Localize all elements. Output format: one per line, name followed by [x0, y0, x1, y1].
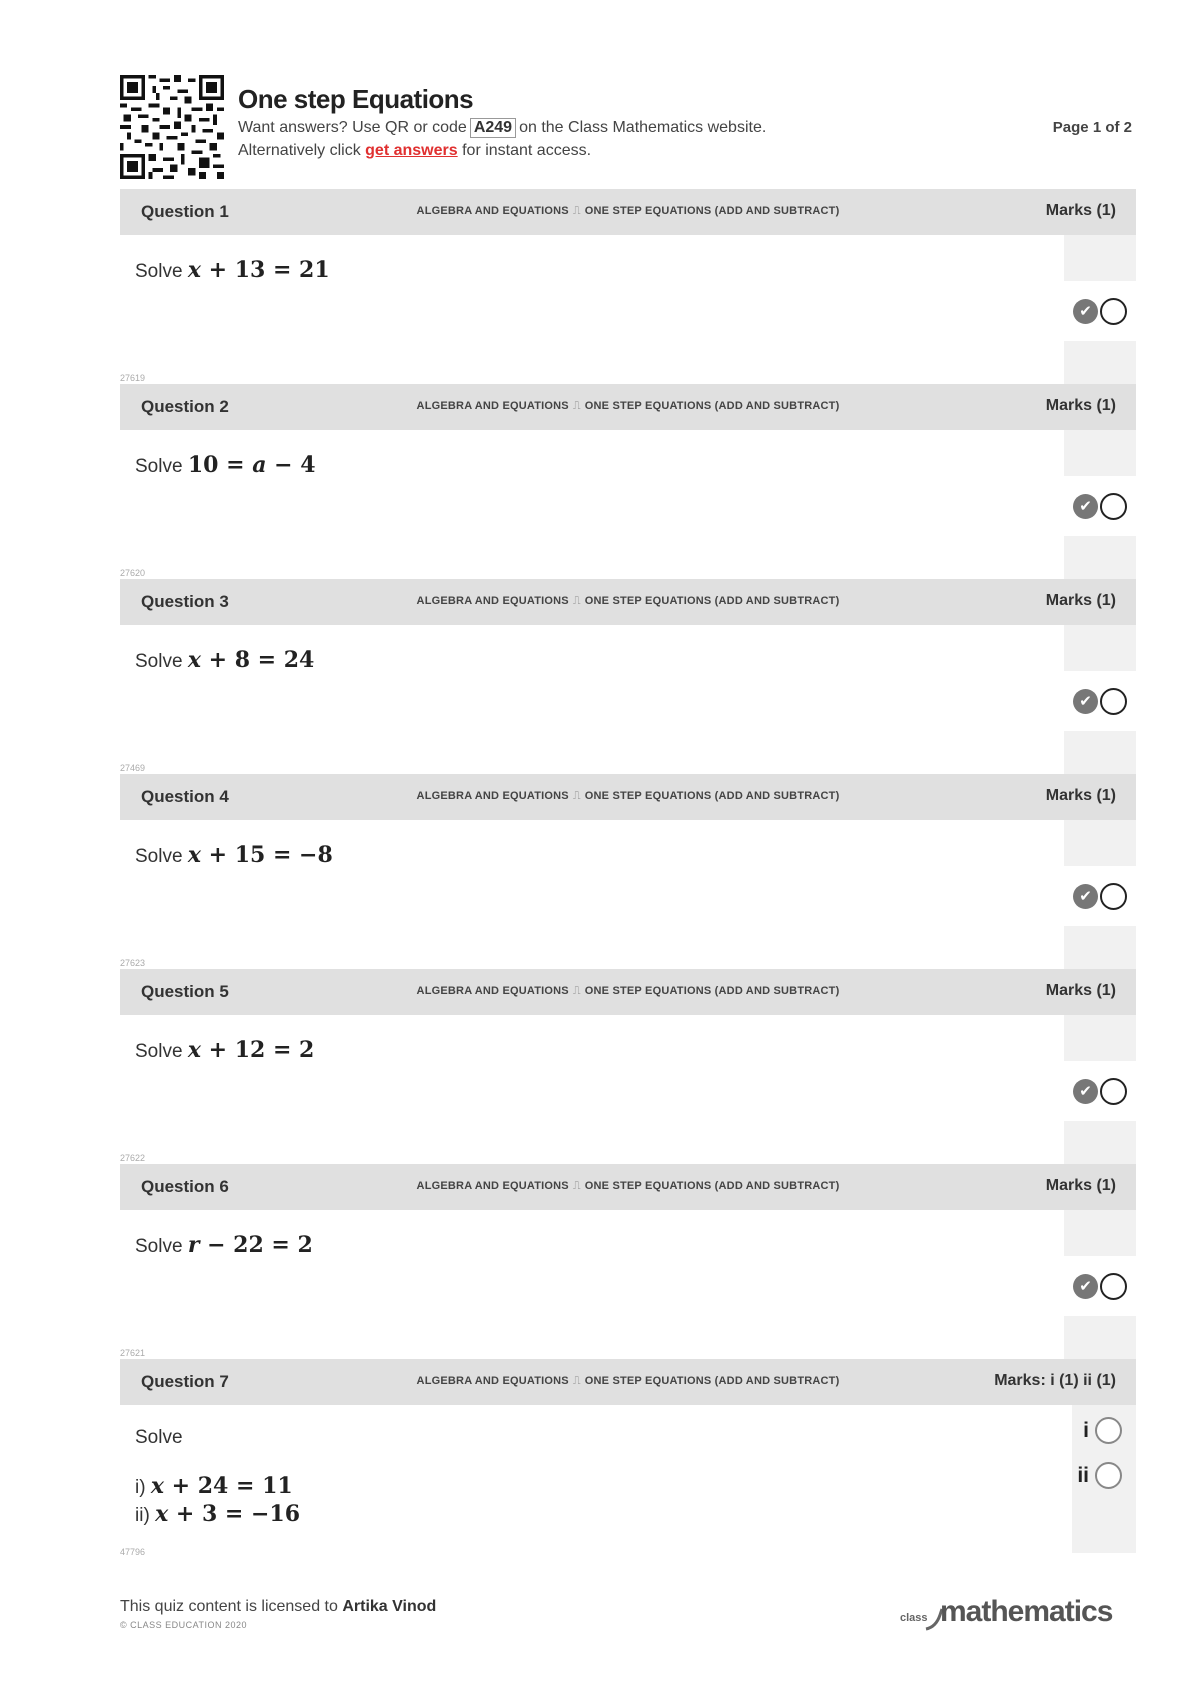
question-title: Question 5 — [141, 982, 229, 1001]
page-title: One step Equations — [238, 84, 474, 114]
question-marks: Marks (1) — [1045, 1177, 1116, 1194]
answers-instructions — [238, 118, 766, 138]
question-part-i: i) x + 24 = 11 — [135, 1473, 293, 1499]
mark-circle[interactable] — [1100, 1273, 1127, 1300]
check-icon[interactable]: ✔ — [1073, 299, 1098, 324]
mark-part-i: i — [1083, 1417, 1122, 1444]
copyright: © CLASS EDUCATION 2020 — [120, 1620, 248, 1630]
page-number: Page 1 of 2 — [1052, 119, 1132, 136]
equation: x + 3 = −16 — [155, 1501, 301, 1527]
question-text: Solve x + 13 = 21 — [135, 257, 330, 283]
question-id: 27621 — [120, 1348, 146, 1358]
mark-column — [1064, 625, 1136, 779]
check-icon[interactable]: ✔ — [1073, 1274, 1098, 1299]
svg-text:mathematics: mathematics — [940, 1595, 1113, 1628]
question-topic: ALGEBRA AND EQUATIONS ⎍ ONE STEP EQUATIONS (ADD AND SUBTRACT) — [416, 790, 840, 802]
question-text: Solve x + 15 = −8 — [135, 842, 333, 868]
question-header — [120, 579, 1136, 625]
question-body — [120, 625, 1136, 773]
question-text: Solve x + 12 = 2 — [135, 1037, 315, 1063]
license-text: This quiz content is licensed to Artika Vinod — [120, 1598, 437, 1615]
alt-suffix: for instant access. — [462, 142, 592, 159]
question-block — [120, 579, 1136, 773]
question-header — [120, 189, 1136, 235]
question-topic: ALGEBRA AND EQUATIONS ⎍ ONE STEP EQUATIONS (ADD AND SUBTRACT) — [416, 985, 840, 997]
equation: x + 13 = 21 — [187, 257, 330, 283]
mark-column — [1064, 820, 1136, 974]
mark-circle[interactable] — [1100, 1078, 1127, 1105]
mark-circle[interactable] — [1095, 1417, 1122, 1444]
equation: 10 = a − 4 — [187, 452, 316, 478]
question-title: Question 1 — [141, 202, 229, 221]
get-answers-link[interactable]: get answers — [365, 142, 458, 159]
question-header — [120, 384, 1136, 430]
check-icon[interactable]: ✔ — [1073, 1079, 1098, 1104]
question-body — [120, 820, 1136, 968]
quiz-code: A249 — [470, 118, 516, 138]
equation: x + 8 = 24 — [187, 647, 315, 673]
question-topic: ALGEBRA AND EQUATIONS ⎍ ONE STEP EQUATIONS (ADD AND SUBTRACT) — [416, 1375, 840, 1387]
mark-column — [1064, 430, 1136, 584]
question-title: Question 3 — [141, 592, 229, 611]
mark-circle[interactable] — [1095, 1462, 1122, 1489]
mark-column — [1064, 235, 1136, 389]
mark-circle[interactable] — [1100, 493, 1127, 520]
question-part-ii: ii) x + 3 = −16 — [135, 1501, 301, 1527]
alternative-instructions — [238, 142, 591, 160]
question-body — [120, 1210, 1136, 1358]
question-header — [120, 1164, 1136, 1210]
question-body — [120, 235, 1136, 383]
qr-code-icon[interactable] — [120, 75, 224, 179]
mark-column — [1064, 1210, 1136, 1364]
question-title: Question 4 — [141, 787, 229, 806]
question-header — [120, 1359, 1136, 1405]
question-marks: Marks (1) — [1045, 202, 1116, 219]
question-marks: Marks (1) — [1045, 787, 1116, 804]
mark-circle[interactable] — [1100, 688, 1127, 715]
question-body — [120, 1015, 1136, 1163]
equation: x + 15 = −8 — [187, 842, 333, 868]
question-text: Solve x + 8 = 24 — [135, 647, 315, 673]
equation: x + 24 = 11 — [150, 1473, 293, 1499]
question-id: 27620 — [120, 568, 146, 578]
licensee-name: Artika Vinod — [342, 1598, 437, 1615]
question-title: Question 6 — [141, 1177, 229, 1196]
instructions-suffix: on the Class Mathematics website. — [519, 119, 767, 136]
question-header — [120, 969, 1136, 1015]
question-id: 27623 — [120, 958, 146, 968]
question-title: Question 2 — [141, 397, 229, 416]
question-block — [120, 774, 1136, 968]
question-block — [120, 1359, 1136, 1557]
question-title: Question 7 — [141, 1372, 229, 1391]
svg-text:class: class — [900, 1612, 928, 1624]
question-block — [120, 1164, 1136, 1358]
question-topic: ALGEBRA AND EQUATIONS ⎍ ONE STEP EQUATIONS (ADD AND SUBTRACT) — [416, 595, 840, 607]
mark-circle[interactable] — [1100, 298, 1127, 325]
check-icon[interactable]: ✔ — [1073, 494, 1098, 519]
question-body — [120, 1405, 1136, 1553]
equation: x + 12 = 2 — [187, 1037, 315, 1063]
question-marks: Marks (1) — [1045, 592, 1116, 609]
question-topic: ALGEBRA AND EQUATIONS ⎍ ONE STEP EQUATIONS (ADD AND SUBTRACT) — [416, 400, 840, 412]
question-text: Solve 10 = a − 4 — [135, 452, 316, 478]
question-text: Solve r − 22 = 2 — [135, 1232, 313, 1258]
question-block — [120, 384, 1136, 578]
question-block — [120, 969, 1136, 1163]
question-topic: ALGEBRA AND EQUATIONS ⎍ ONE STEP EQUATIONS (ADD AND SUBTRACT) — [416, 1180, 840, 1192]
question-text: Solve — [135, 1427, 183, 1448]
check-icon[interactable]: ✔ — [1073, 689, 1098, 714]
question-marks: Marks: i (1) ii (1) — [994, 1372, 1116, 1389]
mark-column — [1064, 1015, 1136, 1169]
question-marks: Marks (1) — [1045, 982, 1116, 999]
question-id: 27469 — [120, 763, 146, 773]
mark-circle[interactable] — [1100, 883, 1127, 910]
question-marks: Marks (1) — [1045, 397, 1116, 414]
mark-part-ii: ii — [1077, 1462, 1122, 1489]
question-body — [120, 430, 1136, 578]
equation: r − 22 = 2 — [187, 1232, 313, 1258]
question-id: 27619 — [120, 373, 146, 383]
class-mathematics-logo — [896, 1591, 1136, 1631]
question-topic: ALGEBRA AND EQUATIONS ⎍ ONE STEP EQUATIONS (ADD AND SUBTRACT) — [416, 205, 840, 217]
question-header — [120, 774, 1136, 820]
instructions-prefix: Want answers? Use QR or code — [238, 119, 467, 136]
question-id: 27622 — [120, 1153, 146, 1163]
check-icon[interactable]: ✔ — [1073, 884, 1098, 909]
question-block — [120, 189, 1136, 383]
alt-prefix: Alternatively click — [238, 142, 361, 159]
question-id: 47796 — [120, 1547, 146, 1557]
